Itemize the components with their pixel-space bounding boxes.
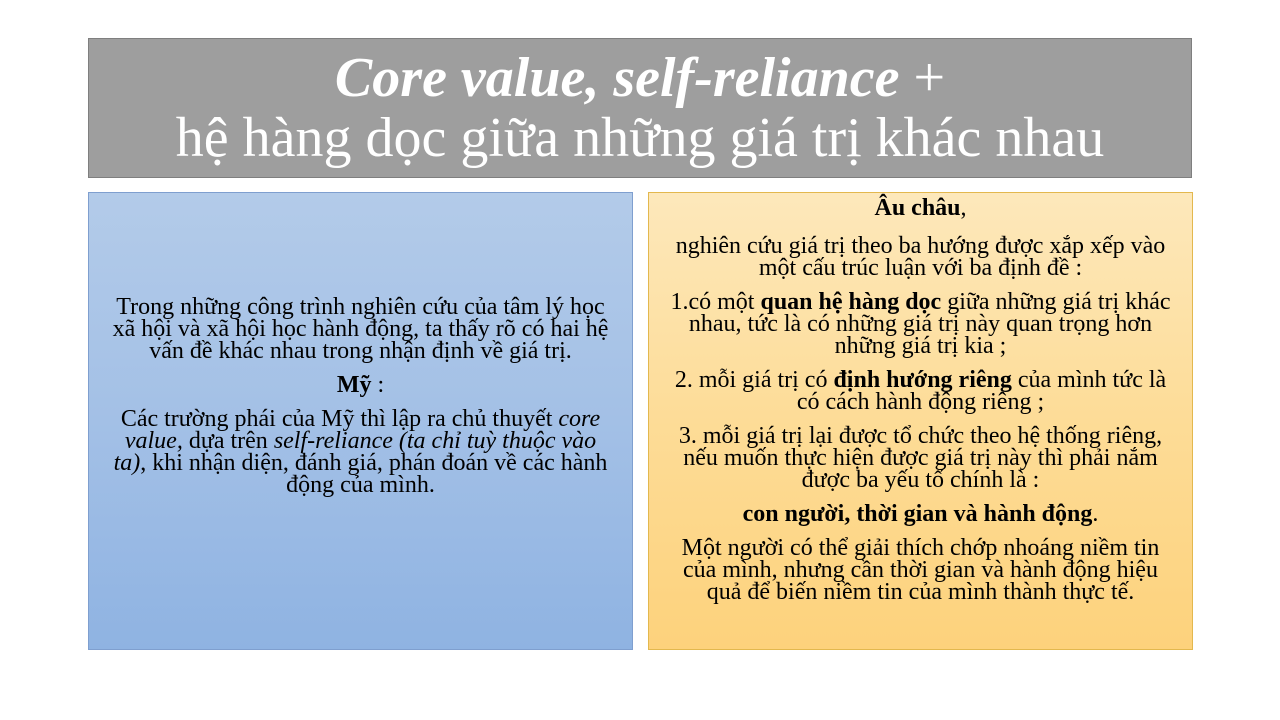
core-value-term: core value, [124, 406, 601, 454]
america-body-part: dựa trên [182, 428, 274, 454]
europe-heading [663, 197, 1178, 219]
three-factors-period: . [1092, 501, 1099, 527]
principle-2-part: 2. mỗi giá trị có [674, 367, 834, 393]
left-intro-text: Trong những công trình nghiên cứu của tâm lý học xã hội và xã hội học hành động, ta thấy rõ có hai hệ vấn đề khác nhau trong nhận định về giá trị. [112, 294, 609, 364]
vertical-relation-term: quan hệ hàng dọc [760, 289, 942, 315]
title-emphasis: Core value, self-reliance [334, 47, 900, 109]
america-heading [111, 374, 610, 396]
self-reliance-term: self-reliance (ta chỉ tuỳ thuộc vào ta) [113, 428, 597, 476]
america-body-text [111, 408, 610, 496]
own-orientation-term: định hướng riêng [833, 367, 1012, 393]
principle-2-part: của mình tức là có cách hành động riêng ; [796, 367, 1167, 415]
title-line-1 [335, 48, 945, 108]
europe-panel [648, 192, 1193, 650]
america-body-part: , khi nhận diện, đánh giá, phán đoán về các hành động của mình. [140, 450, 608, 498]
europe-heading-label: Âu châu [874, 195, 961, 221]
principle-1-part: giữa những giá trị khác nhau, tức là có những giá trị này quan trọng hơn những giá trị kia ; [688, 289, 1171, 359]
three-factors [663, 503, 1178, 525]
principle-3: 3. mỗi giá trị lại được tổ chức theo hệ thống riêng, nếu muốn thực hiện được giá trị này thì phải nắm được ba yếu tố chính là : [678, 423, 1163, 493]
principle-1 [663, 291, 1178, 357]
principle-1-part: 1.có một [670, 289, 761, 315]
america-heading-colon: : [371, 372, 385, 398]
three-factors-term: con người, thời gian và hành động [742, 501, 1093, 527]
america-heading-label: Mỹ [336, 372, 372, 398]
europe-conclusion-text: Một người có thể giải thích chớp nhoáng niềm tin của mình, nhưng cần thời gian và hành động hiệu quả để biến niềm tin của mình thành thực tế. [681, 535, 1160, 605]
title-plus: + [899, 47, 946, 109]
title-line-2: hệ hàng dọc giữa những giá trị khác nhau [175, 107, 1105, 169]
america-body-part: Các trường phái của Mỹ thì lập ra chủ thuyết [120, 406, 559, 432]
america-panel [88, 192, 633, 650]
title-banner [88, 38, 1192, 178]
europe-intro-text: nghiên cứu giá trị theo ba hướng được xắp xếp vào một cấu trúc luận với ba định đề : [675, 233, 1166, 281]
principle-2 [663, 369, 1178, 413]
europe-heading-comma: , [960, 195, 967, 221]
